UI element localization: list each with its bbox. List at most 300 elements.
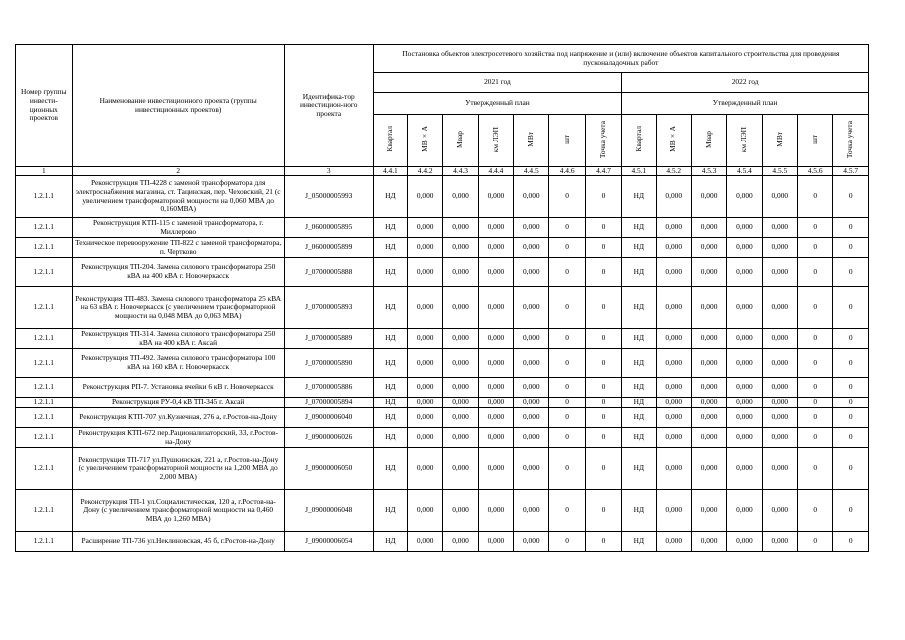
project-name-cell: Реконструкция РУ-0,4 кВ ТП-345 г. Аксай xyxy=(72,398,284,408)
identifier-cell: J_07000005890 xyxy=(284,349,373,378)
value-2022-cell: НД xyxy=(622,176,656,218)
project-name-header: Наименование инвестиционного проекта (группы инвестиционных проектов) xyxy=(72,45,284,167)
value-2021-cell: 0,000 xyxy=(408,329,443,349)
unit-header-label: МВ×А xyxy=(419,126,429,153)
value-2021-cell: 0 xyxy=(549,176,585,218)
column-number: 4.4.4 xyxy=(478,167,513,176)
value-2021-cell: 0 xyxy=(585,349,621,378)
value-2022-cell: 0 xyxy=(797,428,832,448)
table-row xyxy=(16,428,869,448)
value-2022-cell: 0 xyxy=(797,532,832,552)
value-2022-cell: 0,000 xyxy=(691,287,726,329)
value-2021-cell: 0,000 xyxy=(443,532,478,552)
value-2021-cell: 0,000 xyxy=(514,378,549,398)
value-2021-cell: НД xyxy=(373,258,407,287)
value-2022-cell: 0,000 xyxy=(727,448,762,490)
group-number-cell: 1.2.1.1 xyxy=(16,428,73,448)
value-2022-cell: НД xyxy=(622,349,656,378)
value-2022-cell: 0,000 xyxy=(691,408,726,428)
value-2022-cell: 0,000 xyxy=(656,218,691,238)
column-number: 4.5.6 xyxy=(797,167,832,176)
value-2021-cell: 0,000 xyxy=(514,176,549,218)
value-2021-cell: 0,000 xyxy=(408,428,443,448)
value-2021-cell: НД xyxy=(373,448,407,490)
value-2022-cell: 0,000 xyxy=(727,349,762,378)
column-number: 4.5.5 xyxy=(762,167,797,176)
unit-header-label: шт xyxy=(561,134,571,144)
value-2022-cell: 0,000 xyxy=(691,398,726,408)
group-number-header: Номер группы инвести-ционных проектов xyxy=(16,45,73,167)
value-2022-cell: 0 xyxy=(833,378,869,398)
value-2022-cell: 0,000 xyxy=(727,218,762,238)
value-2022-cell: 0,000 xyxy=(656,329,691,349)
value-2022-cell: 0,000 xyxy=(691,428,726,448)
value-2022-cell: 0 xyxy=(833,287,869,329)
value-2021-cell: 0 xyxy=(549,258,585,287)
value-2021-cell: 0 xyxy=(585,218,621,238)
value-2021-cell: 0,000 xyxy=(514,428,549,448)
group-number-cell: 1.2.1.1 xyxy=(16,258,73,287)
value-2022-cell: 0,000 xyxy=(691,378,726,398)
table-row xyxy=(16,329,869,349)
value-2022-cell: 0,000 xyxy=(762,408,797,428)
value-2022-cell: НД xyxy=(622,408,656,428)
identifier-cell: J_06000005895 xyxy=(284,218,373,238)
project-name-cell: Реконструкция ТП-4228 с заменой трансформатора для электроснабжения магазина, ст. Тацинская, пер. Чеховский, 21 (с увеличением трансформаторной мощности на 0,060 МВА до 0,160МВА) xyxy=(72,176,284,218)
value-2022-cell: 0,000 xyxy=(727,408,762,428)
value-2021-cell: 0,000 xyxy=(408,490,443,532)
column-number: 4.4.3 xyxy=(443,167,478,176)
value-2022-cell: 0,000 xyxy=(656,398,691,408)
value-2022-cell: НД xyxy=(622,287,656,329)
table-row xyxy=(16,287,869,329)
group-number-cell: 1.2.1.1 xyxy=(16,398,73,408)
value-2022-cell: 0 xyxy=(797,398,832,408)
value-2021-cell: 0,000 xyxy=(514,448,549,490)
setting-header: Постановка объектов электросетевого хозяйства под напряжение и (или) включение объектов капитального строительства для проведения пусконаладочных работ xyxy=(373,45,868,73)
value-2022-cell: НД xyxy=(622,329,656,349)
value-2021-cell: 0,000 xyxy=(443,490,478,532)
table-row xyxy=(16,490,869,532)
value-2022-cell: 0,000 xyxy=(691,258,726,287)
value-2022-cell: 0 xyxy=(833,329,869,349)
value-2021-cell: 0,000 xyxy=(443,408,478,428)
table-row xyxy=(16,176,869,218)
value-2021-cell: 0,000 xyxy=(443,218,478,238)
value-2022-cell: 0 xyxy=(797,218,832,238)
column-number: 4.4.5 xyxy=(514,167,549,176)
value-2022-cell: 0,000 xyxy=(656,448,691,490)
value-2022-cell: 0,000 xyxy=(727,532,762,552)
value-2022-cell: 0,000 xyxy=(656,378,691,398)
value-2022-cell: 0,000 xyxy=(762,378,797,398)
value-2021-cell: 0,000 xyxy=(514,408,549,428)
unit-header xyxy=(408,115,443,167)
value-2022-cell: 0 xyxy=(797,490,832,532)
group-number-cell: 1.2.1.1 xyxy=(16,448,73,490)
unit-header xyxy=(762,115,797,167)
unit-header xyxy=(656,115,691,167)
value-2021-cell: 0 xyxy=(585,176,621,218)
value-2021-cell: 0 xyxy=(549,532,585,552)
value-2021-cell: НД xyxy=(373,329,407,349)
value-2022-cell: 0,000 xyxy=(727,176,762,218)
unit-header-label: шт xyxy=(809,134,819,144)
unit-header xyxy=(833,115,869,167)
value-2022-cell: 0,000 xyxy=(656,490,691,532)
value-2021-cell: 0,000 xyxy=(408,287,443,329)
value-2021-cell: 0,000 xyxy=(443,398,478,408)
value-2022-cell: 0,000 xyxy=(656,238,691,258)
value-2022-cell: 0,000 xyxy=(656,428,691,448)
value-2022-cell: 0,000 xyxy=(727,287,762,329)
value-2022-cell: 0 xyxy=(833,176,869,218)
unit-header-label: Точка учета xyxy=(845,120,855,158)
value-2021-cell: 0,000 xyxy=(443,258,478,287)
value-2021-cell: 0,000 xyxy=(478,287,513,329)
value-2022-cell: 0,000 xyxy=(656,258,691,287)
identifier-cell: J_09000006048 xyxy=(284,490,373,532)
unit-header-label: км ЛЭП xyxy=(490,126,500,152)
value-2022-cell: 0 xyxy=(797,349,832,378)
value-2021-cell: 0 xyxy=(585,329,621,349)
value-2021-cell: 0,000 xyxy=(408,176,443,218)
group-number-cell: 1.2.1.1 xyxy=(16,218,73,238)
value-2021-cell: НД xyxy=(373,287,407,329)
value-2021-cell: 0,000 xyxy=(478,258,513,287)
value-2022-cell: НД xyxy=(622,218,656,238)
value-2021-cell: 0,000 xyxy=(443,378,478,398)
value-2021-cell: 0,000 xyxy=(514,398,549,408)
value-2022-cell: 0,000 xyxy=(691,448,726,490)
value-2022-cell: 0 xyxy=(833,408,869,428)
value-2022-cell: 0,000 xyxy=(656,408,691,428)
value-2022-cell: 0 xyxy=(797,329,832,349)
unit-header-label: Мвар xyxy=(703,130,713,148)
project-name-cell: Реконструкция КТП-115 с заменой трансформатора, г. Миллерово xyxy=(72,218,284,238)
column-number: 4.4.7 xyxy=(585,167,621,176)
value-2022-cell: НД xyxy=(622,448,656,490)
value-2022-cell: 0 xyxy=(833,532,869,552)
value-2022-cell: НД xyxy=(622,490,656,532)
value-2021-cell: 0,000 xyxy=(408,238,443,258)
project-name-cell: Реконструкция ТП-492. Замена силового трансформатора 100 кВА на 160 кВА г. Новочеркасск xyxy=(72,349,284,378)
value-2021-cell: НД xyxy=(373,238,407,258)
value-2021-cell: 0 xyxy=(585,238,621,258)
unit-header xyxy=(373,115,407,167)
identifier-cell: J_09000006054 xyxy=(284,532,373,552)
value-2022-cell: 0 xyxy=(797,408,832,428)
value-2022-cell: 0,000 xyxy=(762,532,797,552)
column-number: 4.4.1 xyxy=(373,167,407,176)
value-2021-cell: 0 xyxy=(585,378,621,398)
investment-table xyxy=(15,44,869,552)
value-2022-cell: 0 xyxy=(797,258,832,287)
value-2022-cell: 0,000 xyxy=(762,287,797,329)
unit-header xyxy=(691,115,726,167)
value-2022-cell: 0,000 xyxy=(656,287,691,329)
group-number-cell: 1.2.1.1 xyxy=(16,176,73,218)
group-number-cell: 1.2.1.1 xyxy=(16,408,73,428)
unit-header xyxy=(443,115,478,167)
table-row xyxy=(16,448,869,490)
value-2022-cell: НД xyxy=(622,258,656,287)
table-row xyxy=(16,398,869,408)
unit-header-label: МВ×А xyxy=(668,126,678,153)
plan-2021-header: Утвержденный план xyxy=(373,93,622,115)
project-name-cell: Реконструкция ТП-483. Замена силового трансформатора 25 кВА на 63 кВА г. Новочеркасск (с увеличением трансформаторной мощности на 0,048 МВА до 0,063 МВА) xyxy=(72,287,284,329)
value-2021-cell: 0,000 xyxy=(514,218,549,238)
value-2022-cell: 0,000 xyxy=(691,218,726,238)
value-2021-cell: 0 xyxy=(549,490,585,532)
group-number-cell: 1.2.1.1 xyxy=(16,378,73,398)
value-2022-cell: НД xyxy=(622,398,656,408)
identifier-cell: J_07000005889 xyxy=(284,329,373,349)
value-2022-cell: 0,000 xyxy=(727,490,762,532)
value-2022-cell: 0 xyxy=(833,349,869,378)
identifier-header: Идентифика-тор инвестицион-ного проекта xyxy=(284,45,373,167)
value-2021-cell: 0 xyxy=(549,378,585,398)
value-2021-cell: 0 xyxy=(549,287,585,329)
column-number: 4.4.2 xyxy=(408,167,443,176)
value-2021-cell: 0,000 xyxy=(408,258,443,287)
identifier-cell: J_09000006050 xyxy=(284,448,373,490)
column-number: 4.5.4 xyxy=(727,167,762,176)
project-name-cell: Расширение ТП-736 ул.Неклиновская, 45 б, г.Ростов-на-Дону xyxy=(72,532,284,552)
value-2021-cell: 0,000 xyxy=(514,329,549,349)
value-2021-cell: НД xyxy=(373,490,407,532)
value-2021-cell: 0,000 xyxy=(443,448,478,490)
identifier-cell: J_07000005886 xyxy=(284,378,373,398)
value-2021-cell: 0,000 xyxy=(408,349,443,378)
value-2021-cell: 0,000 xyxy=(478,378,513,398)
value-2022-cell: 0 xyxy=(833,238,869,258)
value-2021-cell: 0,000 xyxy=(408,448,443,490)
value-2022-cell: 0,000 xyxy=(727,238,762,258)
value-2021-cell: 0 xyxy=(549,329,585,349)
value-2021-cell: 0,000 xyxy=(514,258,549,287)
value-2021-cell: 0,000 xyxy=(514,349,549,378)
project-name-cell: Реконструкция ТП-204. Замена силового трансформатора 250 кВА на 400 кВА г. Новочеркасск xyxy=(72,258,284,287)
value-2022-cell: 0 xyxy=(797,176,832,218)
value-2021-cell: 0,000 xyxy=(443,176,478,218)
value-2021-cell: НД xyxy=(373,532,407,552)
value-2021-cell: 0,000 xyxy=(478,448,513,490)
value-2022-cell: 0,000 xyxy=(727,378,762,398)
group-number-cell: 1.2.1.1 xyxy=(16,287,73,329)
table-row xyxy=(16,258,869,287)
value-2022-cell: 0,000 xyxy=(727,258,762,287)
identifier-cell: J_09000006026 xyxy=(284,428,373,448)
value-2022-cell: 0,000 xyxy=(691,238,726,258)
value-2022-cell: НД xyxy=(622,238,656,258)
value-2021-cell: 0,000 xyxy=(478,532,513,552)
column-number: 4.5.2 xyxy=(656,167,691,176)
value-2022-cell: 0 xyxy=(833,448,869,490)
value-2022-cell: 0,000 xyxy=(691,329,726,349)
column-number: 4.4.6 xyxy=(549,167,585,176)
value-2021-cell: 0 xyxy=(585,490,621,532)
unit-header xyxy=(727,115,762,167)
value-2021-cell: 0 xyxy=(585,287,621,329)
plan-2022-header: Утвержденный план xyxy=(622,93,869,115)
value-2021-cell: 0,000 xyxy=(514,287,549,329)
unit-header-label: МВт xyxy=(774,131,784,147)
value-2022-cell: 0,000 xyxy=(691,349,726,378)
year-2021-header: 2021 год xyxy=(373,73,622,93)
value-2022-cell: 0 xyxy=(797,238,832,258)
value-2022-cell: 0,000 xyxy=(727,428,762,448)
value-2022-cell: 0 xyxy=(833,490,869,532)
identifier-cell: J_06000005899 xyxy=(284,238,373,258)
project-name-cell: Реконструкция ТП-1 ул.Социалистическая, 120 а, г.Ростов-на-Дону (с увеличением трансформаторной мощности на 0,460 МВА до 1,260 МВА) xyxy=(72,490,284,532)
unit-header xyxy=(622,115,656,167)
value-2021-cell: НД xyxy=(373,428,407,448)
value-2021-cell: 0,000 xyxy=(443,238,478,258)
table-row xyxy=(16,378,869,398)
column-number: 1 xyxy=(16,167,73,176)
value-2022-cell: 0,000 xyxy=(762,258,797,287)
group-number-cell: 1.2.1.1 xyxy=(16,329,73,349)
value-2022-cell: 0,000 xyxy=(762,238,797,258)
project-name-cell: Реконструкция КТП-672 пер.Рационализаторский, 33, г.Ростов-на-Дону xyxy=(72,428,284,448)
unit-header-label: Квартал xyxy=(385,126,395,152)
value-2022-cell: 0 xyxy=(833,398,869,408)
value-2022-cell: 0,000 xyxy=(691,176,726,218)
unit-header-label: Квартал xyxy=(633,126,643,152)
value-2021-cell: НД xyxy=(373,218,407,238)
value-2022-cell: НД xyxy=(622,378,656,398)
value-2022-cell: 0 xyxy=(833,258,869,287)
value-2021-cell: 0,000 xyxy=(408,532,443,552)
value-2021-cell: 0 xyxy=(585,532,621,552)
value-2022-cell: 0,000 xyxy=(691,532,726,552)
value-2021-cell: 0,000 xyxy=(408,218,443,238)
value-2022-cell: 0 xyxy=(833,218,869,238)
value-2021-cell: 0,000 xyxy=(478,349,513,378)
group-number-cell: 1.2.1.1 xyxy=(16,532,73,552)
value-2021-cell: 0 xyxy=(549,218,585,238)
value-2021-cell: 0,000 xyxy=(443,287,478,329)
value-2021-cell: 0,000 xyxy=(478,329,513,349)
unit-header xyxy=(514,115,549,167)
value-2021-cell: 0 xyxy=(585,408,621,428)
value-2021-cell: 0,000 xyxy=(408,408,443,428)
value-2022-cell: 0,000 xyxy=(656,349,691,378)
value-2022-cell: 0,000 xyxy=(762,329,797,349)
value-2021-cell: НД xyxy=(373,408,407,428)
value-2022-cell: 0,000 xyxy=(762,218,797,238)
value-2022-cell: 0,000 xyxy=(762,349,797,378)
value-2022-cell: 0 xyxy=(797,287,832,329)
unit-header-label: км ЛЭП xyxy=(739,126,749,152)
project-name-cell: Реконструкция РП-7. Установка ячейки 6 кВ г. Новочеркасск xyxy=(72,378,284,398)
value-2022-cell: 0,000 xyxy=(691,490,726,532)
value-2021-cell: 0,000 xyxy=(408,378,443,398)
value-2021-cell: НД xyxy=(373,349,407,378)
column-number: 4.5.1 xyxy=(622,167,656,176)
group-number-cell: 1.2.1.1 xyxy=(16,238,73,258)
identifier-cell: J_09000006040 xyxy=(284,408,373,428)
year-2022-header: 2022 год xyxy=(622,73,869,93)
value-2022-cell: 0 xyxy=(833,428,869,448)
value-2021-cell: 0 xyxy=(585,398,621,408)
group-number-cell: 1.2.1.1 xyxy=(16,349,73,378)
identifier-cell: J_07000005893 xyxy=(284,287,373,329)
value-2021-cell: 0,000 xyxy=(514,490,549,532)
value-2021-cell: НД xyxy=(373,176,407,218)
group-number-cell: 1.2.1.1 xyxy=(16,490,73,532)
value-2022-cell: 0,000 xyxy=(762,398,797,408)
value-2021-cell: 0,000 xyxy=(478,428,513,448)
project-name-cell: Реконструкция КТП-707 ул.Кузнечная, 276 а, г.Ростов-на-Дону xyxy=(72,408,284,428)
value-2022-cell: 0,000 xyxy=(727,329,762,349)
value-2021-cell: 0 xyxy=(585,428,621,448)
value-2021-cell: 0 xyxy=(549,408,585,428)
value-2022-cell: НД xyxy=(622,428,656,448)
value-2021-cell: 0,000 xyxy=(478,238,513,258)
value-2021-cell: 0 xyxy=(549,238,585,258)
column-number: 4.5.7 xyxy=(833,167,869,176)
table-row xyxy=(16,532,869,552)
column-number: 3 xyxy=(284,167,373,176)
project-name-cell: Техническое перевооружение ТП-822 с заменой трансформатора, п. Чертково xyxy=(72,238,284,258)
value-2022-cell: 0 xyxy=(797,448,832,490)
column-number: 2 xyxy=(72,167,284,176)
unit-header xyxy=(478,115,513,167)
value-2021-cell: НД xyxy=(373,378,407,398)
unit-header xyxy=(585,115,621,167)
value-2022-cell: 0,000 xyxy=(656,176,691,218)
value-2021-cell: 0,000 xyxy=(408,398,443,408)
value-2021-cell: НД xyxy=(373,398,407,408)
value-2021-cell: 0,000 xyxy=(478,218,513,238)
value-2022-cell: 0,000 xyxy=(762,428,797,448)
unit-header-label: МВт xyxy=(525,131,535,147)
value-2021-cell: 0,000 xyxy=(443,329,478,349)
value-2021-cell: 0,000 xyxy=(478,176,513,218)
unit-header-label: Точка учета xyxy=(598,120,608,158)
value-2021-cell: 0 xyxy=(549,448,585,490)
value-2021-cell: 0 xyxy=(549,428,585,448)
value-2022-cell: НД xyxy=(622,532,656,552)
identifier-cell: J_05000005993 xyxy=(284,176,373,218)
identifier-cell: J_07000005894 xyxy=(284,398,373,408)
project-name-cell: Реконструкция ТП-717 ул.Пушкинская, 221 а, г.Ростов-на-Дону (с увеличением трансформаторной мощности на 1,200 МВА до 2,000 МВА) xyxy=(72,448,284,490)
project-name-cell: Реконструкция ТП-314. Замена силового трансформатора 250 кВА на 400 кВА г. Аксай xyxy=(72,329,284,349)
value-2021-cell: 0 xyxy=(549,349,585,378)
column-number-row xyxy=(16,167,869,176)
value-2021-cell: 0,000 xyxy=(478,408,513,428)
table-row xyxy=(16,408,869,428)
table-row xyxy=(16,349,869,378)
value-2022-cell: 0,000 xyxy=(727,398,762,408)
column-number: 4.5.3 xyxy=(691,167,726,176)
table-row xyxy=(16,238,869,258)
unit-header xyxy=(549,115,585,167)
value-2022-cell: 0,000 xyxy=(656,532,691,552)
value-2021-cell: 0,000 xyxy=(478,490,513,532)
value-2021-cell: 0 xyxy=(585,448,621,490)
value-2021-cell: 0,000 xyxy=(514,238,549,258)
value-2022-cell: 0 xyxy=(797,378,832,398)
value-2021-cell: 0,000 xyxy=(514,532,549,552)
value-2021-cell: 0 xyxy=(549,398,585,408)
value-2022-cell: 0,000 xyxy=(762,490,797,532)
identifier-cell: J_07000005888 xyxy=(284,258,373,287)
value-2022-cell: 0,000 xyxy=(762,448,797,490)
value-2021-cell: 0,000 xyxy=(478,398,513,408)
